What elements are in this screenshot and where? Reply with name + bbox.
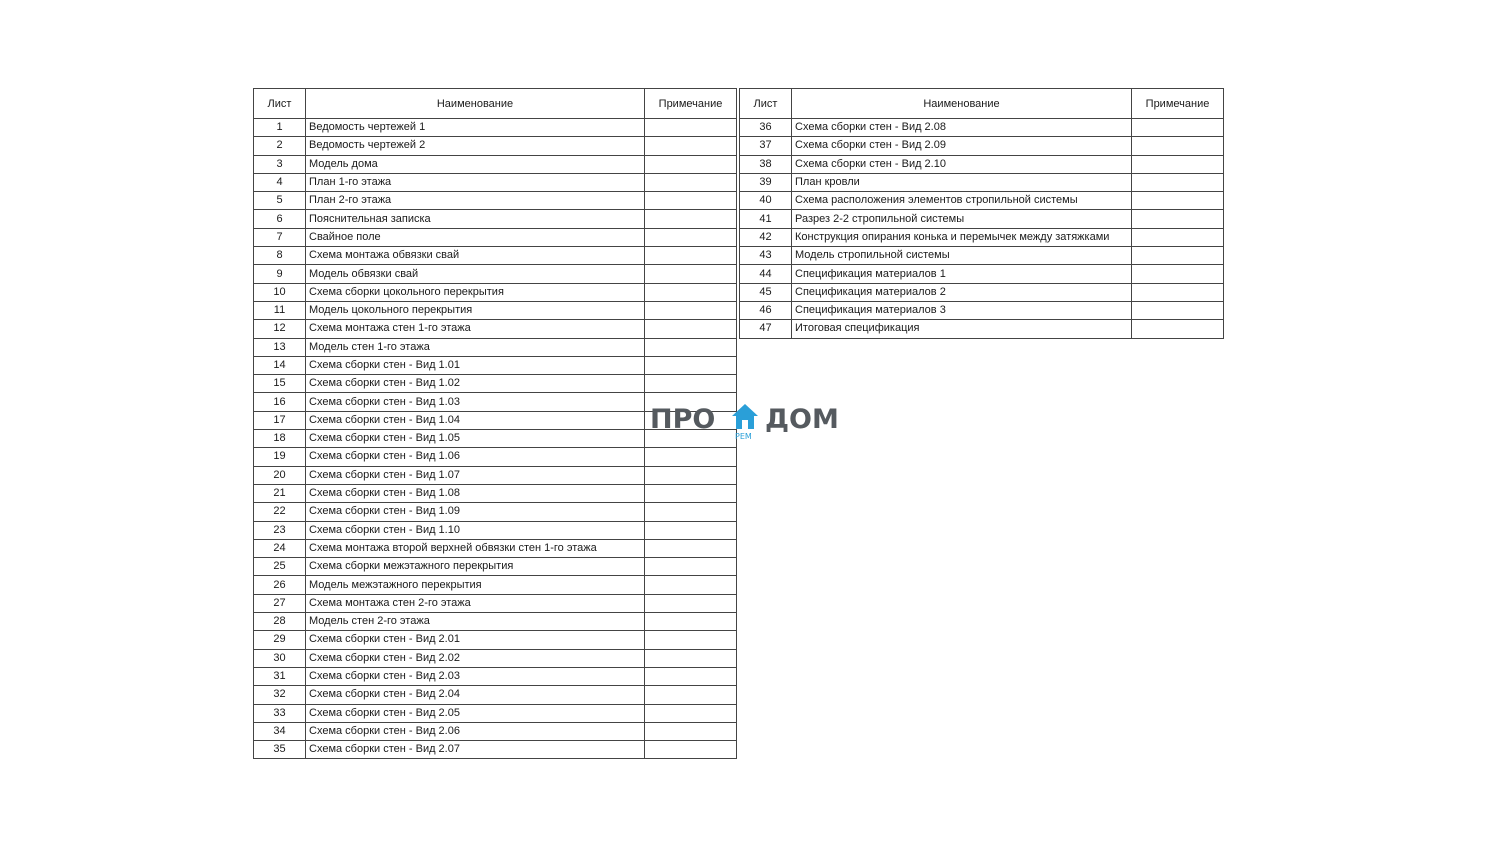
sheet-name-cell: Модель обвязки свай [306,265,645,283]
sheet-number-cell: 41 [740,210,792,228]
sheet-note-cell [1132,247,1224,265]
sheet-note-cell [645,210,737,228]
sheet-number-cell: 6 [254,210,306,228]
sheet-name-cell: Ведомость чертежей 1 [306,119,645,137]
sheet-note-cell [1132,119,1224,137]
sheet-number-cell: 10 [254,283,306,301]
sheet-number-cell: 30 [254,649,306,667]
sheet-note-cell [645,741,737,759]
sheet-name-cell: План кровли [792,173,1132,191]
sheet-note-cell [645,301,737,319]
table-row [254,338,737,356]
table-row [254,283,737,301]
table-row [254,631,737,649]
sheet-name-cell: Схема монтажа стен 1-го этажа [306,320,645,338]
sheet-name-cell: Модель межэтажного перекрытия [306,576,645,594]
table-row [740,192,1224,210]
sheet-number-cell: 40 [740,192,792,210]
sheet-name-cell: Схема сборки стен - Вид 2.05 [306,704,645,722]
table-body-right [740,119,1224,339]
table-row [254,704,737,722]
sheet-number-cell: 45 [740,283,792,301]
table-row [740,173,1224,191]
logo-word-pro: ПРО [650,404,716,435]
table-row [254,741,737,759]
sheet-name-cell: Модель дома [306,155,645,173]
sheet-number-cell: 27 [254,594,306,612]
sheet-name-cell: Модель цокольного перекрытия [306,301,645,319]
sheet-note-cell [645,119,737,137]
sheet-name-cell: Спецификация материалов 2 [792,283,1132,301]
table-row [254,539,737,557]
sheet-note-cell [1132,155,1224,173]
sheet-number-cell: 15 [254,375,306,393]
sheet-name-cell: Схема сборки стен - Вид 2.06 [306,722,645,740]
table-row [740,155,1224,173]
sheet-note-cell [1132,301,1224,319]
sheet-note-cell [645,137,737,155]
sheet-number-cell: 11 [254,301,306,319]
sheet-number-cell: 2 [254,137,306,155]
sheet-name-cell: Схема сборки стен - Вид 2.07 [306,741,645,759]
sheet-number-cell: 5 [254,192,306,210]
sheet-note-cell [1132,228,1224,246]
sheet-number-cell: 1 [254,119,306,137]
sheet-name-cell: Схема сборки стен - Вид 2.09 [792,137,1132,155]
sheet-number-cell: 13 [254,338,306,356]
table-header-row [740,89,1224,119]
table-row [740,265,1224,283]
sheet-name-cell: Схема сборки стен - Вид 1.06 [306,448,645,466]
sheet-number-cell: 20 [254,466,306,484]
sheet-note-cell [645,375,737,393]
sheet-note-cell [645,466,737,484]
sheet-name-cell: Схема сборки стен - Вид 2.03 [306,667,645,685]
sheet-note-cell [645,192,737,210]
table-header-row [254,89,737,119]
sheet-note-cell [645,228,737,246]
sheet-note-cell [645,704,737,722]
table-row [254,228,737,246]
logo-sub: РЕМ [735,432,752,441]
header-note: Примечание [645,89,737,119]
sheet-name-cell: Схема сборки стен - Вид 2.08 [792,119,1132,137]
sheet-number-cell: 35 [254,741,306,759]
sheet-name-cell: Схема сборки стен - Вид 1.01 [306,356,645,374]
sheet-note-cell [645,613,737,631]
sheet-number-cell: 36 [740,119,792,137]
sheet-note-cell [645,338,737,356]
sheet-note-cell [645,173,737,191]
table-row [254,155,737,173]
sheet-note-cell [1132,192,1224,210]
sheet-number-cell: 19 [254,448,306,466]
sheet-number-cell: 28 [254,613,306,631]
table-row [254,613,737,631]
header-name: Наименование [792,89,1132,119]
table-row [254,301,737,319]
sheet-name-cell: Модель стропильной системы [792,247,1132,265]
sheet-number-cell: 37 [740,137,792,155]
sheet-name-cell: Конструкция опирания конька и перемычек между затяжками [792,228,1132,246]
table-row [740,301,1224,319]
sheet-note-cell [645,283,737,301]
table-row [254,686,737,704]
sheet-number-cell: 46 [740,301,792,319]
sheet-note-cell [1132,283,1224,301]
table-row [740,228,1224,246]
table-row [254,576,737,594]
sheet-number-cell: 26 [254,576,306,594]
sheet-note-cell [645,576,737,594]
sheet-name-cell: Схема сборки стен - Вид 1.04 [306,411,645,429]
table-row [254,192,737,210]
sheet-name-cell: Схема сборки стен - Вид 1.10 [306,521,645,539]
sheet-number-cell: 7 [254,228,306,246]
sheet-number-cell: 34 [254,722,306,740]
header-note: Примечание [1132,89,1224,119]
sheet-note-cell [1132,210,1224,228]
table-row [254,137,737,155]
sheet-number-cell: 32 [254,686,306,704]
sheet-number-cell: 33 [254,704,306,722]
sheet-name-cell: Разрез 2-2 стропильной системы [792,210,1132,228]
sheet-number-cell: 18 [254,430,306,448]
table-row [254,247,737,265]
sheet-name-cell: Схема сборки стен - Вид 2.01 [306,631,645,649]
table-row [740,320,1224,338]
sheet-name-cell: Схема сборки стен - Вид 1.09 [306,503,645,521]
sheet-name-cell: Ведомость чертежей 2 [306,137,645,155]
table-row [254,722,737,740]
sheet-name-cell: Схема сборки стен - Вид 2.04 [306,686,645,704]
sheet-note-cell [645,247,737,265]
sheet-number-cell: 38 [740,155,792,173]
table-row [254,484,737,502]
watermark-logo [650,402,850,442]
table-row [254,210,737,228]
table-row [740,247,1224,265]
sheet-note-cell [1132,320,1224,338]
sheet-note-cell [645,503,737,521]
sheet-number-cell: 44 [740,265,792,283]
table-row [254,649,737,667]
sheet-name-cell: Схема монтажа стен 2-го этажа [306,594,645,612]
sheet-note-cell [1132,137,1224,155]
sheet-number-cell: 31 [254,667,306,685]
table-row [254,320,737,338]
sheet-note-cell [645,448,737,466]
sheet-name-cell: Спецификация материалов 1 [792,265,1132,283]
table-row [254,448,737,466]
sheet-number-cell: 3 [254,155,306,173]
table-row [254,173,737,191]
table-row [740,119,1224,137]
table-row [254,265,737,283]
sheet-number-cell: 42 [740,228,792,246]
sheet-number-cell: 4 [254,173,306,191]
sheet-name-cell: Модель стен 2-го этажа [306,613,645,631]
logo-word-dom: ДОМ [765,404,839,435]
header-sheet: Лист [740,89,792,119]
sheet-note-cell [645,631,737,649]
sheet-number-cell: 14 [254,356,306,374]
sheet-number-cell: 22 [254,503,306,521]
sheet-name-cell: Свайное поле [306,228,645,246]
sheet-number-cell: 8 [254,247,306,265]
sheet-name-cell: Схема монтажа обвязки свай [306,247,645,265]
table-row [254,667,737,685]
sheet-name-cell: Схема сборки стен - Вид 2.10 [792,155,1132,173]
table-row [254,466,737,484]
sheet-note-cell [645,539,737,557]
sheet-number-cell: 9 [254,265,306,283]
table-row [254,119,737,137]
sheet-name-cell: Схема сборки стен - Вид 1.05 [306,430,645,448]
table-row [740,210,1224,228]
table-row [740,137,1224,155]
sheet-number-cell: 29 [254,631,306,649]
sheet-note-cell [645,667,737,685]
sheet-number-cell: 12 [254,320,306,338]
table-row [254,558,737,576]
sheet-number-cell: 39 [740,173,792,191]
sheet-note-cell [645,558,737,576]
sheet-note-cell [645,320,737,338]
sheet-note-cell [645,686,737,704]
sheet-name-cell: Схема сборки цокольного перекрытия [306,283,645,301]
sheet-number-cell: 16 [254,393,306,411]
sheet-number-cell: 24 [254,539,306,557]
header-sheet: Лист [254,89,306,119]
sheet-note-cell [645,155,737,173]
table-row [254,356,737,374]
sheet-name-cell: План 2-го этажа [306,192,645,210]
table-row [254,375,737,393]
sheet-number-cell: 43 [740,247,792,265]
sheet-name-cell: Итоговая спецификация [792,320,1132,338]
drawings-list-table-right [739,88,1224,339]
header-name: Наименование [306,89,645,119]
sheet-note-cell [645,265,737,283]
sheet-note-cell [1132,265,1224,283]
sheet-note-cell [1132,173,1224,191]
sheet-name-cell: Схема расположения элементов стропильной системы [792,192,1132,210]
sheet-note-cell [645,356,737,374]
sheet-name-cell: Схема сборки стен - Вид 1.08 [306,484,645,502]
sheet-number-cell: 25 [254,558,306,576]
sheet-number-cell: 21 [254,484,306,502]
sheet-name-cell: Схема сборки межэтажного перекрытия [306,558,645,576]
table-row [254,503,737,521]
sheet-note-cell [645,521,737,539]
sheet-name-cell: Схема сборки стен - Вид 2.02 [306,649,645,667]
table-row [740,283,1224,301]
sheet-name-cell: Схема сборки стен - Вид 1.02 [306,375,645,393]
sheet-note-cell [645,649,737,667]
sheet-note-cell [645,484,737,502]
sheet-name-cell: Схема сборки стен - Вид 1.03 [306,393,645,411]
sheet-name-cell: План 1-го этажа [306,173,645,191]
sheet-name-cell: Модель стен 1-го этажа [306,338,645,356]
sheet-number-cell: 23 [254,521,306,539]
sheet-note-cell [645,722,737,740]
house-icon [730,402,760,432]
table-row [254,594,737,612]
sheet-name-cell: Пояснительная записка [306,210,645,228]
sheet-number-cell: 17 [254,411,306,429]
table-row [254,521,737,539]
sheet-name-cell: Схема монтажа второй верхней обвязки стен 1-го этажа [306,539,645,557]
sheet-name-cell: Спецификация материалов 3 [792,301,1132,319]
sheet-note-cell [645,594,737,612]
sheet-number-cell: 47 [740,320,792,338]
sheet-name-cell: Схема сборки стен - Вид 1.07 [306,466,645,484]
